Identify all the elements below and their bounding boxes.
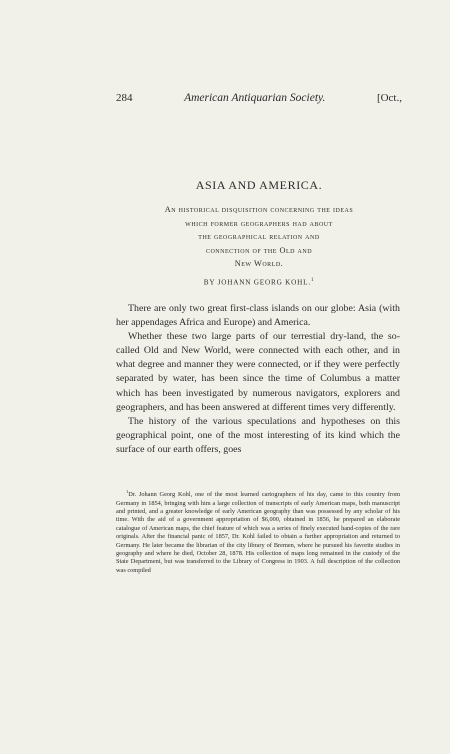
journal-title: American Antiquarian Society. — [184, 92, 326, 104]
footnote-body: Dr. Johann Georg Kohl, one of the most learned cartographers of his day, came to this country from Germany in 1854, bringing with him a large collection of transcripts of early American maps, both manuscript and printed, and a greater knowledge of early American geography than was possessed by any scholar of his time. With the aid of a government appropriation of $6,000, obtained in 1856, he prepared an elaborate catalogue of American maps, the chief feature of which was a series of finely executed hand-copies of the rare originals. After the financial panic of 1857, Dr. Kohl failed to obtain a further appropriation and returned to Germany. He later became the librarian of the city library of Bremen, where he pursued his favorite studies in geography and where he died, October 28, 1878. His collection of maps long remained in the custody of the State Department, but was transferred to the Library of Congress in 1903. A full description of the collection was compiled — [116, 491, 400, 574]
footnote-mark: 1 — [126, 489, 129, 494]
running-head — [116, 92, 402, 104]
issue-label: [Oct., — [376, 92, 402, 104]
paragraph: Whether these two large parts of our terrestial dry-land, the so-called Old and New World, were connected with each other, and in what degree and manner they were connected, or if they were perfectly separated by water, has been since the time of Columbus a matter which has been investigated by numerous navigators, explorers and geographers, and has been answered at different times very differently. — [116, 331, 400, 413]
article-subtitle — [118, 203, 400, 271]
author-name: BY JOHANN GEORG KOHL. — [203, 278, 311, 287]
footnote-reference: 1 — [310, 278, 315, 283]
article-title: ASIA AND AMERICA. — [195, 178, 323, 192]
subtitle-line: the geographical relation and — [198, 232, 320, 242]
article-body — [116, 302, 400, 457]
footnote-text — [116, 488, 400, 575]
footnote — [116, 488, 400, 575]
subtitle-line: connection of the Old and — [205, 245, 313, 255]
byline — [116, 278, 402, 286]
paragraph: The history of the various speculations and hypotheses on this geographical point, one of the most interesting of its kind which the surface of our earth offers, goes — [116, 415, 400, 455]
paragraph: There are only two great first-class islands on our globe: Asia (with her appendages Africa and Europe) and America. — [116, 303, 400, 329]
subtitle-line: which former geographers had about — [185, 218, 333, 228]
subtitle-line: New World. — [234, 259, 284, 269]
subtitle-line: An historical disquisition concerning the ideas — [164, 205, 354, 214]
page-number: 284 — [116, 92, 133, 104]
